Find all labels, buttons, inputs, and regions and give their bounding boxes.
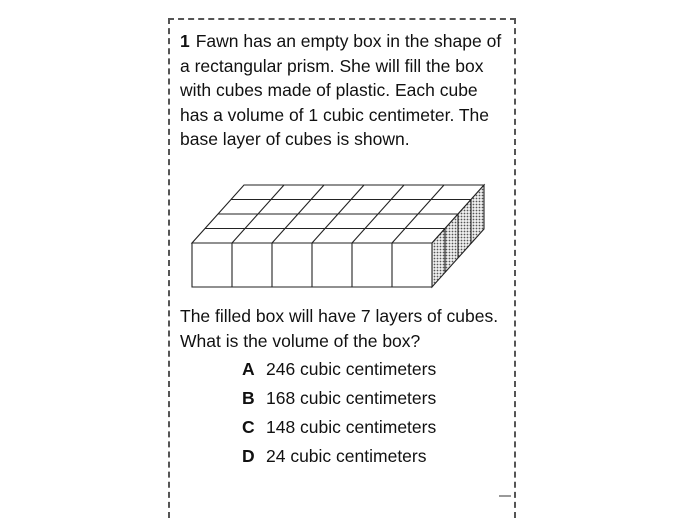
choice-b[interactable] — [242, 384, 436, 413]
choice-letter: B — [242, 388, 255, 408]
answer-choices — [242, 355, 436, 471]
question-number: 1 — [180, 31, 190, 51]
cube-layer — [192, 185, 484, 287]
choice-letter: D — [242, 446, 255, 466]
choice-c[interactable] — [242, 413, 436, 442]
page-corner-mark — [499, 495, 511, 497]
choice-text: 168 cubic centimeters — [266, 388, 437, 408]
choice-d[interactable] — [242, 442, 436, 471]
question-box — [168, 18, 516, 518]
choice-letter: A — [242, 359, 255, 379]
choice-letter: C — [242, 417, 255, 437]
choice-text: 148 cubic centimeters — [266, 417, 437, 437]
choice-text: 246 cubic centimeters — [266, 359, 437, 379]
choice-text: 24 cubic centimeters — [266, 446, 427, 466]
choice-a[interactable] — [242, 355, 436, 384]
base-layer-figure — [190, 182, 500, 294]
question-stem — [180, 29, 510, 152]
question-stem-text: Fawn has an empty box in the shape of a rectangular prism. She will fill the box with cubes made of plastic. Each cube has a volume of 1 cubic centimeter. The base layer of cubes is shown. — [180, 31, 502, 149]
question-prompt: The filled box will have 7 layers of cubes. What is the volume of the box? — [180, 306, 499, 351]
